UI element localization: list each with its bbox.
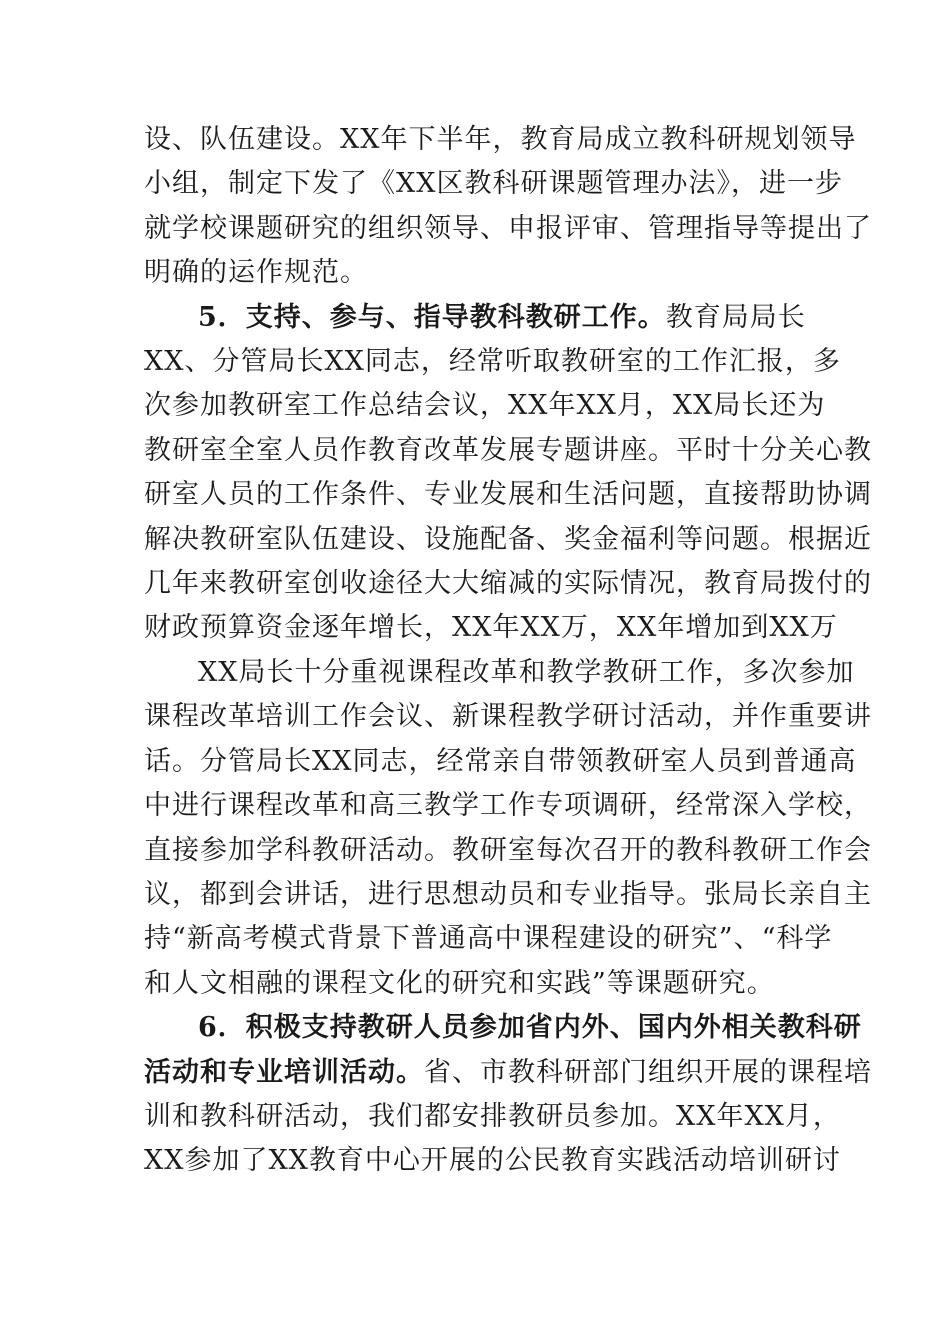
text-line: 次参加教研室工作总结会议，XX年XX月，XX局长还为 (144, 390, 826, 422)
text-line: 持“新高考模式背景下普通高中课程建设的研究”、“科学 (144, 923, 833, 955)
text-line: 话。分管局长XX同志，经常亲自带领教研室人员到普通高 (144, 745, 857, 777)
text-line: 几年来教研室创收途径大大缩减的实际情况，教育局拨付的 (144, 568, 872, 600)
text-line (144, 296, 809, 340)
text-line: 中进行课程改革和高三教学工作专项调研，经常深入学校， (144, 790, 872, 822)
text-line: 明确的运作规范。 (144, 257, 368, 289)
paragraph-3 (144, 651, 872, 1006)
text-line: 议，都到会讲话，进行思想动员和专业指导。张局长亲自主 (144, 878, 872, 910)
paragraph-2 (144, 296, 872, 651)
text-line (144, 1051, 872, 1095)
text-line: 训和教科研活动，我们都安排教研员参加。XX年XX月， (144, 1100, 841, 1132)
text-line: XX、分管局长XX同志，经常听取教研室的工作汇报，多 (144, 346, 841, 378)
text-line: 小组，制定下发了《XX区教科研课题管理办法》，进一步 (144, 168, 843, 200)
text-line: 课程改革培训工作会议、新课程教学研讨活动，并作重要讲 (144, 701, 872, 733)
section-heading-6: 6．积极支持教研人员参加省内外、国内外相关教科研 (198, 1012, 862, 1044)
text-run: 教育局局长 (665, 301, 806, 333)
text-line: XX局长十分重视课程改革和教学教研工作，多次参加 (198, 656, 855, 688)
text-line: XX参加了XX教育中心开展的公民教育实践活动培训研讨 (144, 1145, 841, 1177)
text-line: 和人文相融的课程文化的研究和实践”等课题研究。 (144, 967, 775, 999)
paragraph-1 (144, 118, 872, 296)
document-body (144, 118, 872, 1184)
text-line: 设、队伍建设。XX年下半年，教育局成立教科研规划领导 (144, 124, 857, 155)
text-line: 就学校课题研究的组织领导、申报评审、管理指导等提出了 (144, 212, 872, 244)
paragraph-4 (144, 1006, 872, 1184)
text-line: 财政预算资金逐年增长，XX年XX万，XX年增加到XX万 (144, 612, 838, 644)
text-line: 研室人员的工作条件、专业发展和生活问题，直接帮助协调 (144, 479, 872, 511)
text-run: 省、市教科研部门组织开展的课程培 (424, 1056, 872, 1088)
text-line: 解决教研室队伍建设、设施配备、奖金福利等问题。根据近 (144, 523, 872, 555)
section-heading-6-cont: 活动和专业培训活动。 (144, 1056, 424, 1088)
text-line: 教研室全室人员作教育改革发展专题讲座。平时十分关心教 (144, 434, 872, 466)
section-heading-5: 5．支持、参与、指导教科教研工作。 (198, 301, 666, 333)
text-line: 直接参加学科教研活动。教研室每次召开的教科教研工作会 (144, 834, 872, 866)
